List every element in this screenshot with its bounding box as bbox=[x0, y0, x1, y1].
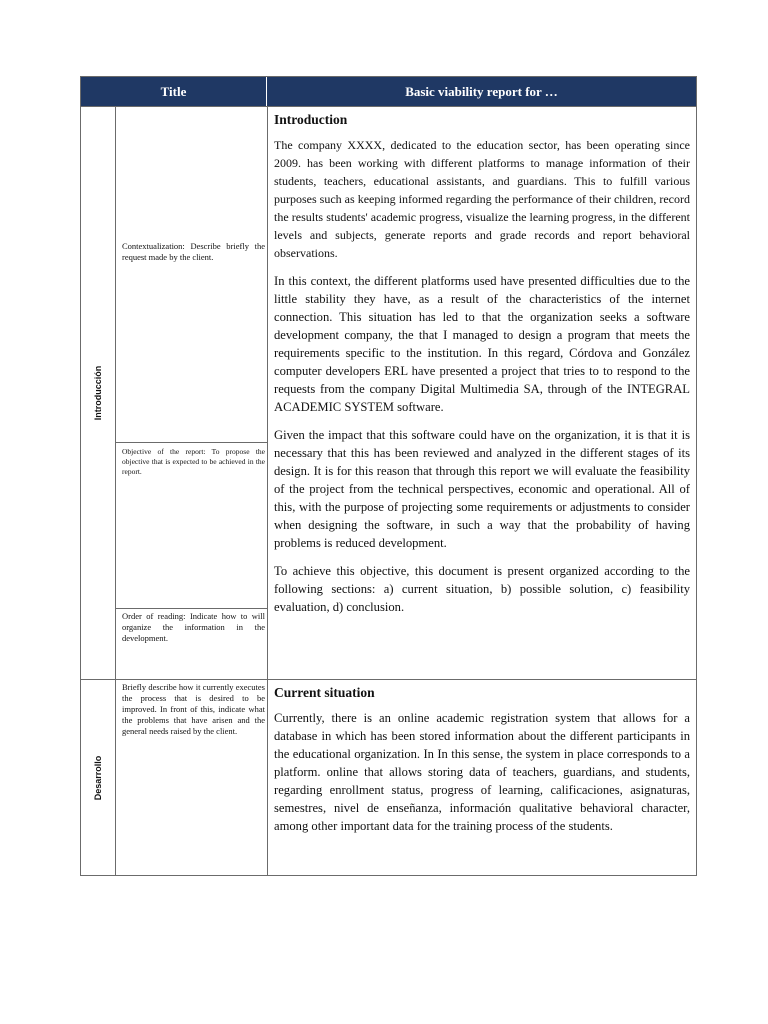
paragraph: In this context, the different platforms used have presented difficulties due to the little stability they have, as a result of the characteristics of the internet connection. This situation has led to that the organization seeks a software development company, the that I managed to design a program that meets the requirements specific to the institution. In this regard, Córdova and González computer developers ERL have presented a project that tries to to respond to the requests from the company Digital Multimedia SA, through of the INTEGRAL ACADEMIC SYSTEM software. bbox=[274, 274, 690, 414]
description-column bbox=[116, 680, 268, 875]
table-header bbox=[81, 77, 696, 106]
paragraph: Currently, there is an online academic registration system that allows for a database in which has been stored information about the different participants in the educational organization. In In this sense, the system in place corresponds to a platform. online that allows storing data of teachers, guardians, and students, regarding enrollment status, progress of learning, calificaciones, asignaturas, semestres, nivel de enseñanza, información qualitative behavioral character, among other important data for the training process of the students. bbox=[274, 711, 690, 833]
section-label-cell bbox=[81, 107, 116, 679]
description-column bbox=[116, 107, 268, 679]
paragraph: Given the impact that this software could have on the organization, it is that it is necessary that this has been reviewed and analyzed in the different stages of its design. It is for this reason that through this report we will evaluate the feasibility of the project from the technical perspectives, economic and operational. All of this, with the purpose of projecting some requirements or adjustments to consider when designing the software, in such a way that the probability of having problems is reduced development. bbox=[274, 428, 690, 550]
section-heading: Current situation bbox=[274, 685, 375, 700]
row-divider bbox=[116, 442, 267, 443]
section-label: Introducción bbox=[93, 365, 103, 421]
header-report-cell: Basic viability report for … bbox=[405, 83, 558, 99]
description-contextualization: Contextualization: Describe briefly the request made by the client. bbox=[122, 241, 265, 262]
section-label-cell bbox=[81, 680, 116, 875]
header-title-cell: Title bbox=[81, 77, 267, 106]
description-current-process: Briefly describe how it currently executes the process that is desired to be improved. In front of this, indicate what the problems that have arisen and the general needs raised by the client. bbox=[122, 682, 265, 736]
content-column bbox=[268, 680, 696, 875]
description-order-of-reading: Order of reading: Indicate how to will organize the information in the development. bbox=[122, 611, 265, 643]
section-desarrollo bbox=[81, 679, 696, 875]
paragraph: To achieve this objective, this document is present organized according to the following sections: a) current situation, b) possible solution, c) feasibility evaluation, d) conclusion. bbox=[274, 564, 690, 614]
section-heading: Introduction bbox=[274, 112, 348, 127]
report-table bbox=[80, 76, 697, 876]
section-label: Desarrollo bbox=[93, 755, 103, 800]
description-objective: Objective of the report: To propose the objective that is expected to be achieved in the report. bbox=[122, 447, 265, 476]
section-introduccion bbox=[81, 106, 696, 679]
paragraph: The company XXXX, dedicated to the education sector, has been operating since 2009. has been working with different platforms to manage information of their students, teachers, educational assistants, and guardians. This to fulfill various purposes such as keeping informed regarding the performance of their children, record the results students' academic progress, visualize the learning progress, in the different levels and subjects, generate reports and grade records and report behavioral observations. bbox=[274, 138, 690, 260]
content-column bbox=[268, 107, 696, 679]
row-divider bbox=[116, 608, 267, 609]
